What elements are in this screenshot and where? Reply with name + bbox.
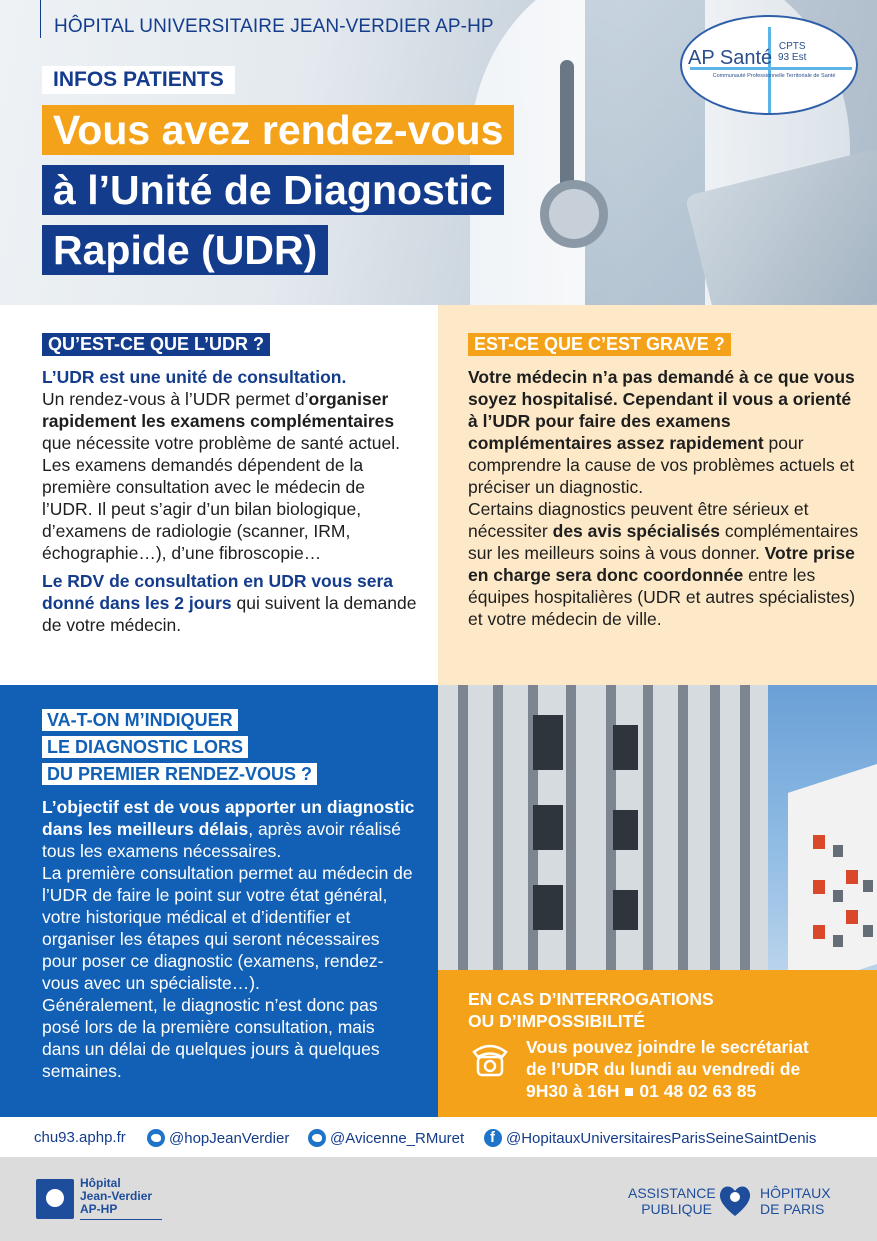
is-serious-heading: EST-CE QUE C’EST GRAVE ? [468,333,731,356]
aphp-logo-left: ASSISTANCE PUBLIQUE [628,1185,716,1217]
diagnosis-heading-line3: DU PREMIER RENDEZ-VOUS ? [42,763,317,785]
contact-phone[interactable]: 01 48 02 63 85 [639,1081,757,1101]
hero-banner [0,0,877,305]
what-is-p3: Le RDV de consultation en UDR vous sera donné dans les 2 jours qui suivent la demande de votre médecin. [42,571,417,635]
contact-heading [468,988,714,1032]
facebook-link[interactable]: f @HopitauxUniversitairesParisSeineSaintDenis [484,1129,816,1147]
social-links [0,1117,877,1157]
twitter-icon [147,1129,165,1147]
phone-icon [468,1038,512,1082]
diagnosis-p3: Généralement, le diagnostic n’est donc pas posé lors de la première consultation, mais dans un délai de quelques jours à quelques semaines. [42,995,380,1081]
aphp-heart-icon [716,1181,754,1219]
hospital-logo-underline [80,1219,162,1220]
diagnosis-heading-line2: LE DIAGNOSTIC LORS [42,736,248,758]
twitter-link-jean-verdier[interactable]: @hopJeanVerdier [147,1129,289,1147]
contact-line2: de l’UDR du lundi au vendredi de [526,1059,801,1079]
twitter-link-avicenne[interactable]: @Avicenne_RMuret [308,1129,464,1147]
contact-heading-line2: OU D’IMPOSSIBILITÉ [468,1011,645,1031]
separator-square [625,1088,633,1096]
cpts-subtitle: Communauté Professionnelle Territoriale de Santé [712,73,836,79]
cpts-top: CPTS [778,41,806,52]
ap-sante-logo [680,15,858,115]
diagnosis-text [42,796,417,1082]
aphp-logo-right: HÔPITAUX DE PARIS [760,1185,831,1217]
is-serious-section [438,305,877,685]
what-is-udr-heading: QU’EST-CE QUE L’UDR ? [42,333,270,356]
building-facade [438,685,768,970]
logo-cross-vertical [768,27,771,113]
facebook-icon [484,1129,502,1147]
diagnosis-section [0,685,438,1117]
what-is-p2: Les examens demandés dépendent de la première consultation avec le médecin de l’UDR. Il peut s’agir d’un bilan biologique, d’examens de radiologie (scanner, IRM, échographie…), d’une fibroscopie… [42,455,365,563]
diagnosis-heading-line1: VA-T-ON M’INDIQUER [42,709,238,731]
ap-sante-name: AP Santé [688,47,773,69]
hospital-logo-text: Hôpital Jean-Verdier AP-HP [80,1176,153,1216]
hospital-building-photo [438,685,877,970]
contact-heading-line1: EN CAS D’INTERROGATIONS [468,989,714,1009]
diagnosis-p2: La première consultation permet au médecin de l’UDR de faire le point sur votre état général, votre historique médical et d’identifier et organiser les étapes qui seront nécessaires pour poser ce diagnostic (examens, rendez-vous avec un spécialiste…). [42,863,413,993]
title-line-2: à l’Unité de Diagnostic [42,165,504,215]
website-link[interactable]: chu93.aphp.fr [34,1129,126,1146]
hospital-name: HÔPITAL UNIVERSITAIRE JEAN-VERDIER AP-HP [54,16,494,37]
contact-line1: Vous pouvez joindre le secrétariat [526,1037,809,1057]
diagnosis-heading [42,709,317,790]
stethoscope-icon [540,180,608,248]
stethoscope-tube [560,60,574,190]
contact-hours: 9H30 à 16H [526,1081,620,1101]
what-is-udr-section [0,305,438,685]
is-serious-text [468,366,864,630]
footer-logos [0,1157,877,1241]
what-is-p1: Un rendez-vous à l’UDR permet d’organiser rapidement les examens complémentaires que nécessite votre problème de santé actuel. [42,389,400,453]
contact-line3 [526,1080,809,1102]
contact-text [526,1036,809,1102]
is-serious-p1: Votre médecin n’a pas demandé à ce que vous soyez hospitalisé. Cependant il vous a orienté à l’UDR pour faire des examens complémentaires assez rapidement pour comprendre la cause de vos problèmes actuels et préciser un diagnostic. [468,367,855,497]
hospital-logo-icon [36,1179,74,1219]
is-serious-p2: Certains diagnostics peuvent être sérieux et nécessiter des avis spécialisés complémentaires sur les meilleurs soins à vous donner. Votre prise en charge sera donc coordonnée entre les équipes hospitalières (UDR et autres spécialistes) et votre médecin de ville. [468,499,859,629]
cpts-bottom: 93 Est [778,52,807,63]
cpts-label [778,41,806,63]
what-is-udr-text [42,366,417,636]
contact-section [438,970,877,1117]
diagnosis-p1: L’objectif est de vous apporter un diagnostic dans les meilleurs délais, après avoir réalisé tous les examens nécessaires. [42,797,415,861]
title-line-3: Rapide (UDR) [42,225,328,275]
infos-patients-tag: INFOS PATIENTS [42,66,235,94]
twitter-icon [308,1129,326,1147]
header-rule [40,0,41,38]
what-is-lead: L’UDR est une unité de consultation. [42,367,347,387]
title-line-1: Vous avez rendez-vous [42,105,514,155]
